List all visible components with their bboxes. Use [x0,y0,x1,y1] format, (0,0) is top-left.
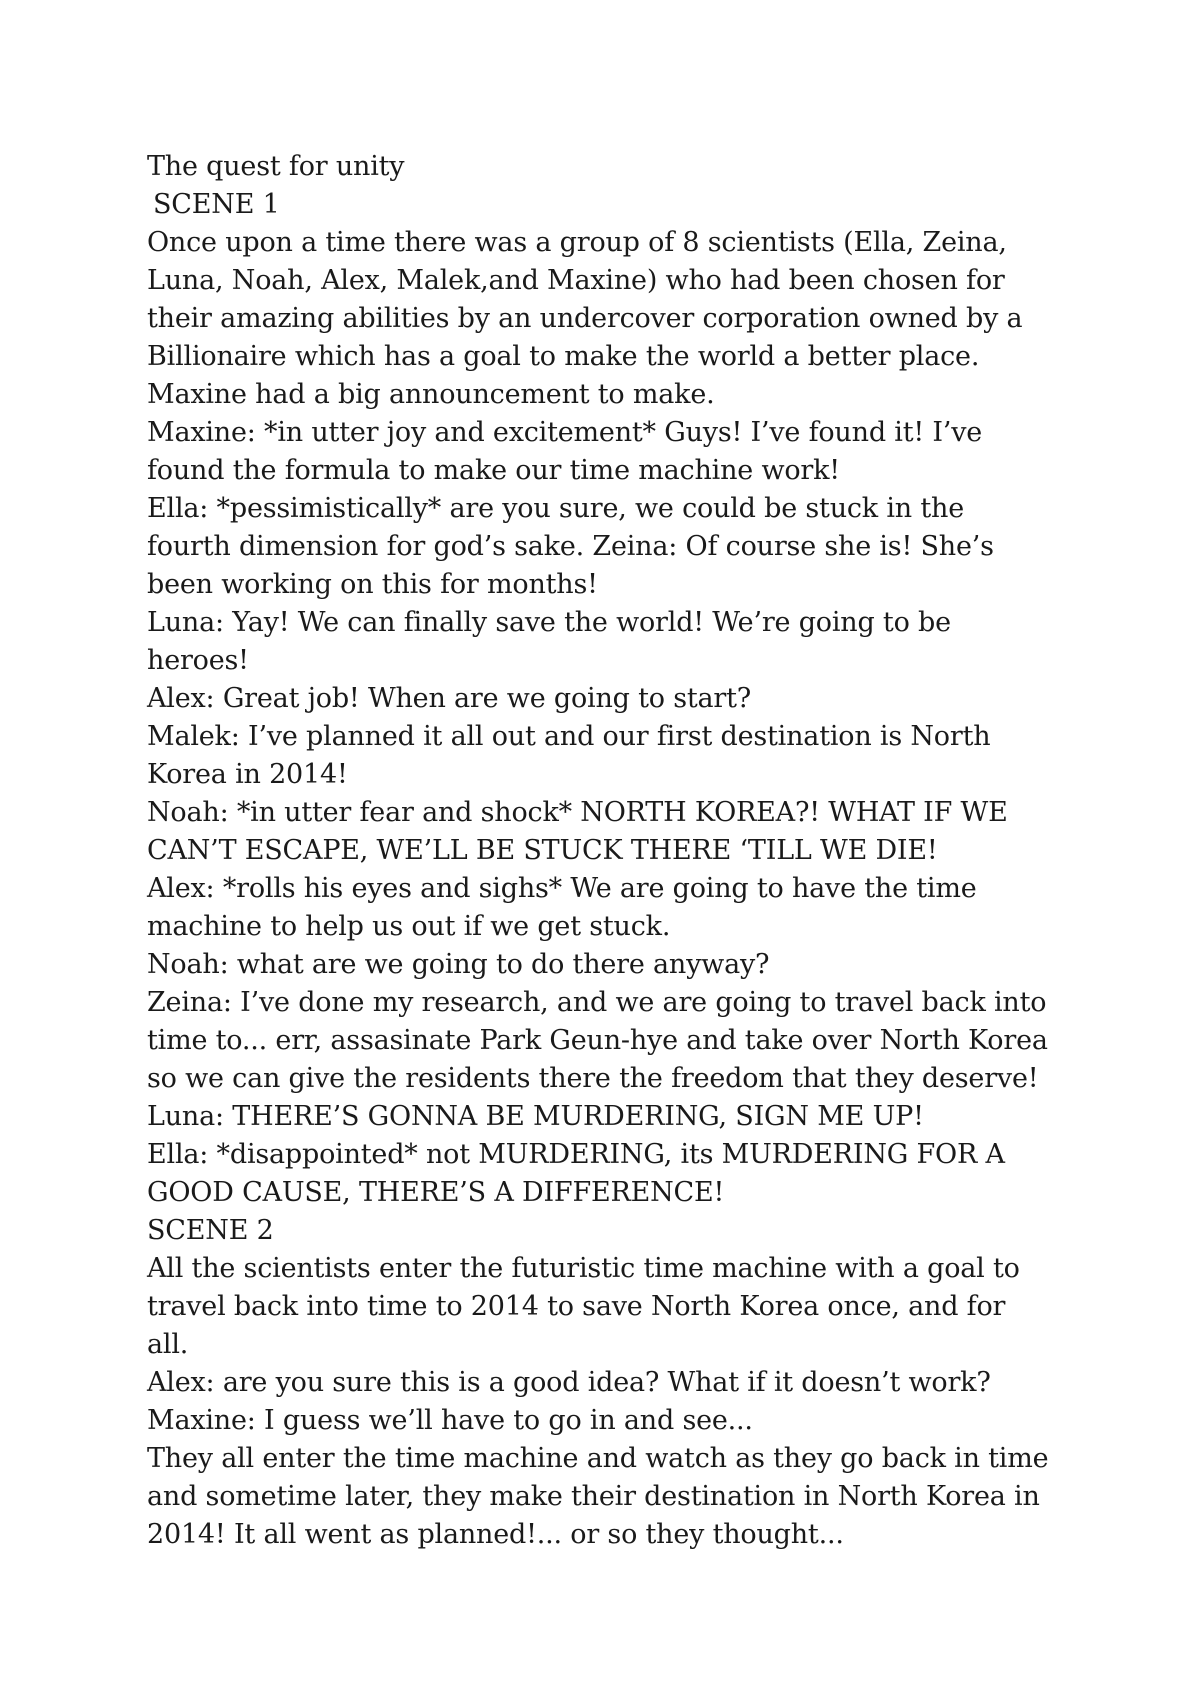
text-line: CAN’T ESCAPE, WE’LL BE STUCK THERE ‘TILL WE DIE! [147,835,938,866]
text-line: Malek: I’ve planned it all out and our first destination is North [147,721,991,752]
text-line: Ella: *pessimistically* are you sure, we could be stuck in the [147,493,964,524]
text-line: Ella: *disappointed* not MURDERING, its MURDERING FOR A [147,1139,1005,1170]
text-line: so we can give the residents there the freedom that they deserve! [147,1063,1039,1094]
text-line: Maxine had a big announcement to make. [147,379,715,410]
text-line: and sometime later, they make their destination in North Korea in [147,1481,1040,1512]
text-line: GOOD CAUSE, THERE’S A DIFFERENCE! [147,1177,725,1208]
text-line: Noah: *in utter fear and shock* NORTH KOREA?! WHAT IF WE [147,797,1008,828]
text-line: heroes! [147,645,249,676]
scene-heading: SCENE 1 [153,189,280,220]
text-line: Once upon a time there was a group of 8 scientists (Ella, Zeina, [147,227,1007,258]
text-line: found the formula to make our time machine work! [147,455,840,486]
text-line: Alex: *rolls his eyes and sighs* We are going to have the time [147,873,977,904]
text-line: fourth dimension for god’s sake. Zeina: Of course she is! She’s [147,531,994,562]
text-line: 2014! It all went as planned!... or so they thought... [147,1519,844,1550]
text-line: Luna: Yay! We can finally save the world! We’re going to be [147,607,951,638]
text-line: their amazing abilities by an undercover corporation owned by a [147,303,1023,334]
text-line: Alex: Great job! When are we going to start? [147,683,752,714]
text-line: travel back into time to 2014 to save North Korea once, and for [147,1291,1006,1322]
text-line: time to... err, assasinate Park Geun-hye and take over North Korea [147,1025,1048,1056]
text-line: been working on this for months! [147,569,598,600]
text-line: Zeina: I’ve done my research, and we are going to travel back into [147,987,1047,1018]
text-line: Maxine: *in utter joy and excitement* Guys! I’ve found it! I’ve [147,417,983,448]
document-title: The quest for unity [147,151,405,182]
text-line: Luna: THERE’S GONNA BE MURDERING, SIGN ME UP! [147,1101,924,1132]
text-line: Maxine: I guess we’ll have to go in and see... [147,1405,753,1436]
text-line: They all enter the time machine and watch as they go back in time [147,1443,1049,1474]
text-line: Korea in 2014! [147,759,348,790]
text-line: Alex: are you sure this is a good idea? What if it doesn’t work? [147,1367,991,1398]
scene-heading: SCENE 2 [147,1215,274,1246]
document-text [147,148,1087,1554]
text-line: All the scientists enter the futuristic time machine with a goal to [147,1253,1020,1284]
text-line: Luna, Noah, Alex, Malek,and Maxine) who had been chosen for [147,265,1005,296]
text-line: all. [147,1329,189,1360]
text-line: machine to help us out if we get stuck. [147,911,671,942]
text-line: Noah: what are we going to do there anyway? [147,949,770,980]
text-line: Billionaire which has a goal to make the world a better place. [147,341,980,372]
